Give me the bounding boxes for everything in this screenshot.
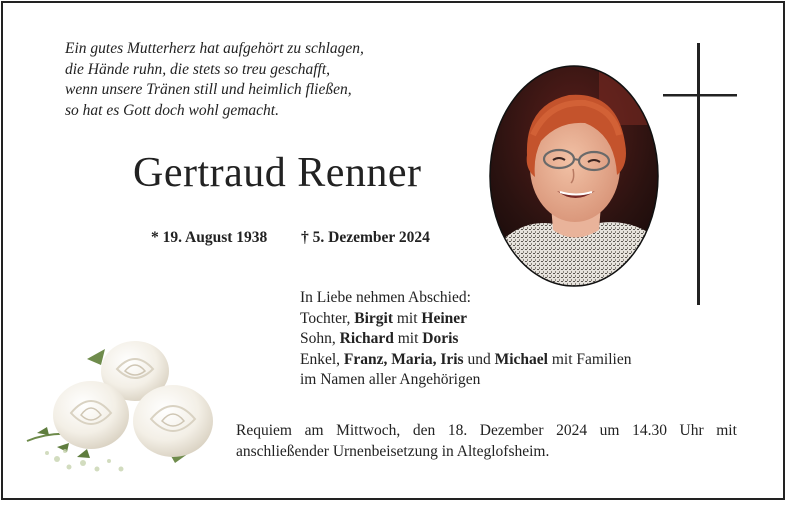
requiem-word: 18. [447,422,468,439]
requiem-word: mit [716,422,737,439]
connector-text: mit Familien [551,350,632,368]
requiem-word: Requiem [236,422,292,439]
requiem-notice [236,421,737,462]
poem-line: die Hände ruhn, die stets so treu geschafft, [65,60,331,78]
mourner-daughter [300,309,631,330]
connector-text: und [467,350,491,368]
mourner-name: Heiner [421,309,468,327]
requiem-word: 2024 [556,422,588,439]
mourner-name: Michael [494,350,548,368]
mourners-closing: im Namen aller Angehörigen [300,371,481,388]
requiem-word: den [412,422,436,439]
mourner-name: Doris [422,330,459,347]
death-date: † 5. Dezember 2024 [301,229,430,246]
requiem-word: Mittwoch, [336,422,401,439]
connector-text: mit [396,309,418,327]
mourner-name: Richard [339,330,394,347]
connector-text: mit [397,330,419,347]
obituary-card [1,1,785,500]
mourners-intro: In Liebe nehmen Abschied: [300,289,471,306]
poem-line: Ein gutes Mutterherz hat aufgehört zu schlagen, [65,40,364,57]
requiem-line-1 [236,421,737,442]
requiem-word: Dezember [479,422,544,439]
requiem-word: um [599,422,620,439]
mourner-name: Birgit [354,309,393,327]
requiem-word: 14.30 [632,422,667,439]
mourner-name: Franz, Maria, Iris [343,350,464,368]
requiem-word: Uhr [679,422,704,439]
portrait-photo [489,65,659,287]
poem [65,39,364,121]
relation-label: Enkel, [300,350,341,368]
requiem-line-2: anschließender Urnenbeisetzung in Alteglofsheim. [236,442,550,460]
poem-line: so hat es Gott doch wohl gemacht. [65,101,279,119]
birth-date: * 19. August 1938 [151,229,268,246]
deceased-name: Gertraud Renner [133,150,422,196]
mourner-grandchildren [300,350,631,371]
mourner-son [300,329,631,350]
white-roses-image [17,329,227,481]
relation-label: Sohn, [300,330,336,347]
cross-icon [663,43,737,305]
mourners-list [300,288,631,391]
requiem-word: am [304,422,324,439]
poem-line: wenn unsere Tränen still und heimlich fließen, [65,81,352,98]
relation-label: Tochter, [300,309,351,327]
